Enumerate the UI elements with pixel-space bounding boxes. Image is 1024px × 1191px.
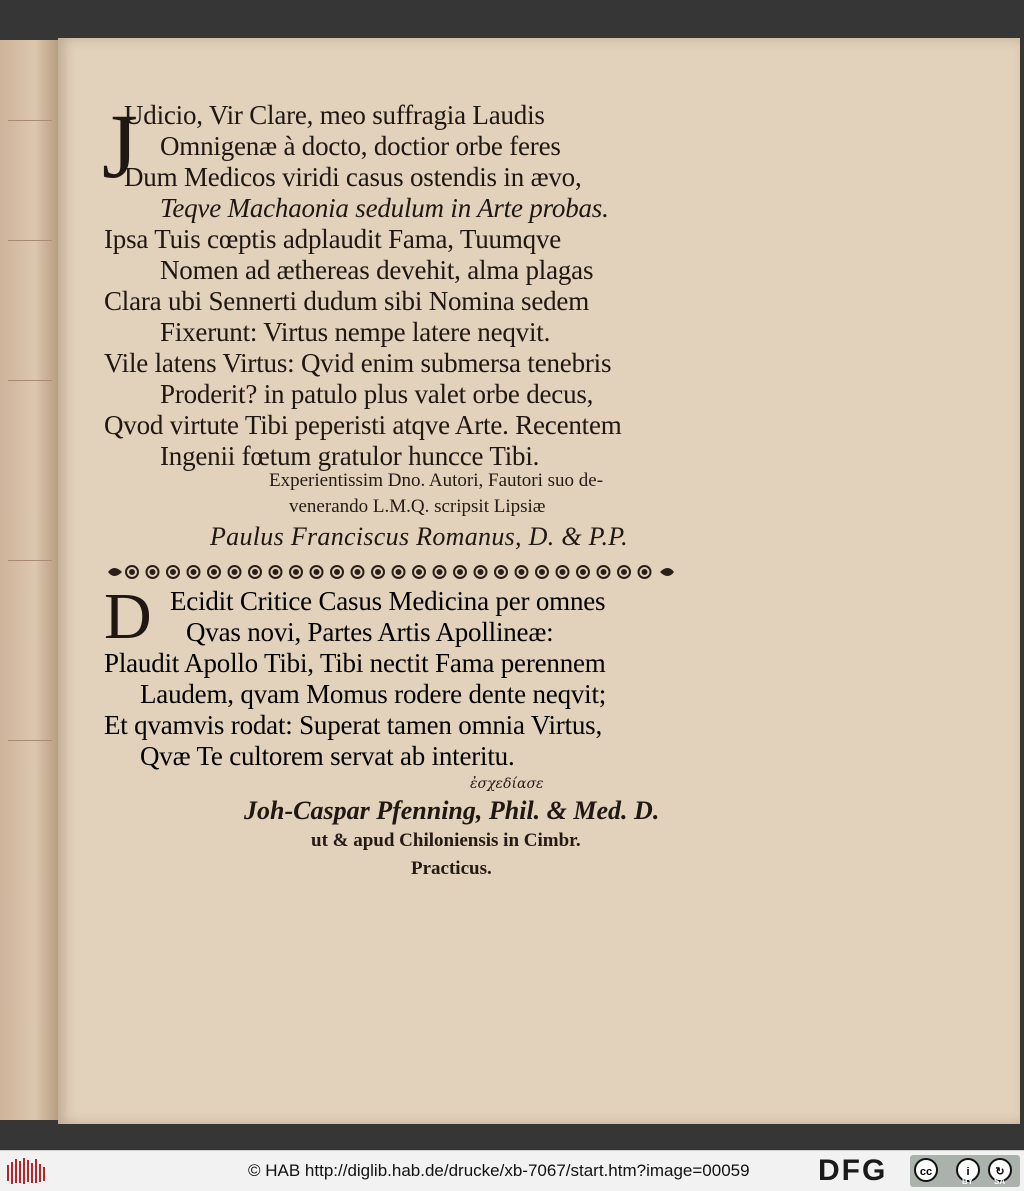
cc-icon: cc — [914, 1158, 938, 1182]
dedication — [269, 468, 603, 520]
dedication-line: Experientissim Dno. Autori, Fautori suo de- — [269, 470, 604, 491]
ornament-dot — [315, 570, 319, 574]
verse-line: Qvæ Te cultorem servat ab interitu. — [140, 741, 515, 771]
ornament-dot — [151, 570, 155, 574]
ornament-dot — [274, 570, 278, 574]
sa-label: SA — [994, 1177, 1006, 1186]
ornament-dot — [479, 570, 483, 574]
verse-line: Vile latens Virtus: Qvid enim submersa tenebris — [104, 348, 612, 378]
ornament-dot — [602, 570, 606, 574]
verse-line: Laudem, qvam Momus rodere dente neqvit; — [140, 679, 607, 709]
verse-line: Proderit? in patulo plus valet orbe decus, — [160, 379, 594, 409]
verse-line: Qvod virtute Tibi peperisti atqve Arte. Recentem — [104, 410, 622, 440]
dfg-logo[interactable]: DFG — [818, 1154, 888, 1187]
verse-line: Ingenii fœtum gratulor huncce Tibi. — [160, 441, 540, 471]
ornament-dot — [438, 570, 442, 574]
verse-line: Clara ubi Sennerti dudum sibi Nomina sedem — [104, 286, 590, 316]
ornament-dot — [376, 570, 380, 574]
by-label: BY — [962, 1177, 974, 1186]
by-icon: i — [956, 1158, 980, 1182]
book-page — [58, 38, 1020, 1124]
drop-cap-d: D — [104, 580, 152, 653]
verse-line: Fixerunt: Virtus nempe latere neqvit. — [160, 317, 551, 347]
author-signature: Paulus Franciscus Romanus, D. & P.P. — [210, 522, 628, 551]
dedication-line: venerando L.M.Q. scripsit Lipsiæ — [289, 496, 546, 517]
ornament-dot — [520, 570, 524, 574]
ornament-divider — [106, 560, 676, 584]
ornament-dot — [294, 570, 298, 574]
ornament-dot — [233, 570, 237, 574]
verse-line: Dum Medicos viridi casus ostendis in ævo, — [124, 162, 582, 192]
cc-license-badge[interactable] — [910, 1155, 1020, 1187]
ornament-dot — [253, 570, 257, 574]
ornament-dot — [212, 570, 216, 574]
verse-line: Nomen ad æthereas devehit, alma plagas — [160, 255, 594, 285]
ornament-dot — [622, 570, 626, 574]
ornament-dot — [581, 570, 585, 574]
ornament-dot — [643, 570, 647, 574]
verse-line: Et qvamvis rodat: Superat tamen omnia Virtus, — [104, 710, 603, 740]
sa-icon: ↻ — [988, 1158, 1012, 1182]
ornament-dot — [499, 570, 503, 574]
verse-line: Qvas novi, Partes Artis Apollineæ: — [186, 617, 554, 647]
ornament-dot — [397, 570, 401, 574]
verse-line: Plaudit Apollo Tibi, Tibi nectit Fama perennem — [104, 648, 606, 678]
ornament-dot — [417, 570, 421, 574]
hab-logo-icon[interactable] — [6, 1157, 46, 1185]
ornament-dot — [561, 570, 565, 574]
viewer-footer — [0, 1150, 1024, 1191]
drop-cap-j: J — [102, 95, 138, 197]
author-affiliation: ut & apud Chiloniensis in Cimbr. — [311, 830, 581, 851]
ornament-dot — [458, 570, 462, 574]
verse-line: Ipsa Tuis cœptis adplaudit Fama, Tuumqve — [104, 224, 562, 254]
author-signature: Joh-Caspar Pfenning, Phil. & Med. D. — [244, 796, 660, 825]
ornament-dot — [356, 570, 360, 574]
poem-2 — [104, 580, 744, 772]
ornament-dot — [192, 570, 196, 574]
verse-line: Udicio, Vir Clare, meo suffragia Laudis — [124, 100, 545, 130]
verse-line: Teqve Machaonia sedulum in Arte probas. — [160, 193, 609, 223]
greek-note: ἐσχεδίασε — [470, 776, 544, 792]
source-url[interactable]: © HAB http://diglib.hab.de/drucke/xb-7067/start.htm?image=00059 — [248, 1161, 750, 1180]
verse-line: Omnigenæ à docto, doctior orbe feres — [160, 131, 561, 161]
facing-page-edge — [0, 40, 58, 1120]
ornament-dot — [335, 570, 339, 574]
verse-line: Ecidit Critice Casus Medicina per omnes — [170, 586, 606, 616]
author-title: Practicus. — [411, 858, 492, 879]
poem-1 — [102, 95, 744, 472]
ornament-dot — [171, 570, 175, 574]
ornament-dot — [540, 570, 544, 574]
ornament-dot — [130, 570, 134, 574]
